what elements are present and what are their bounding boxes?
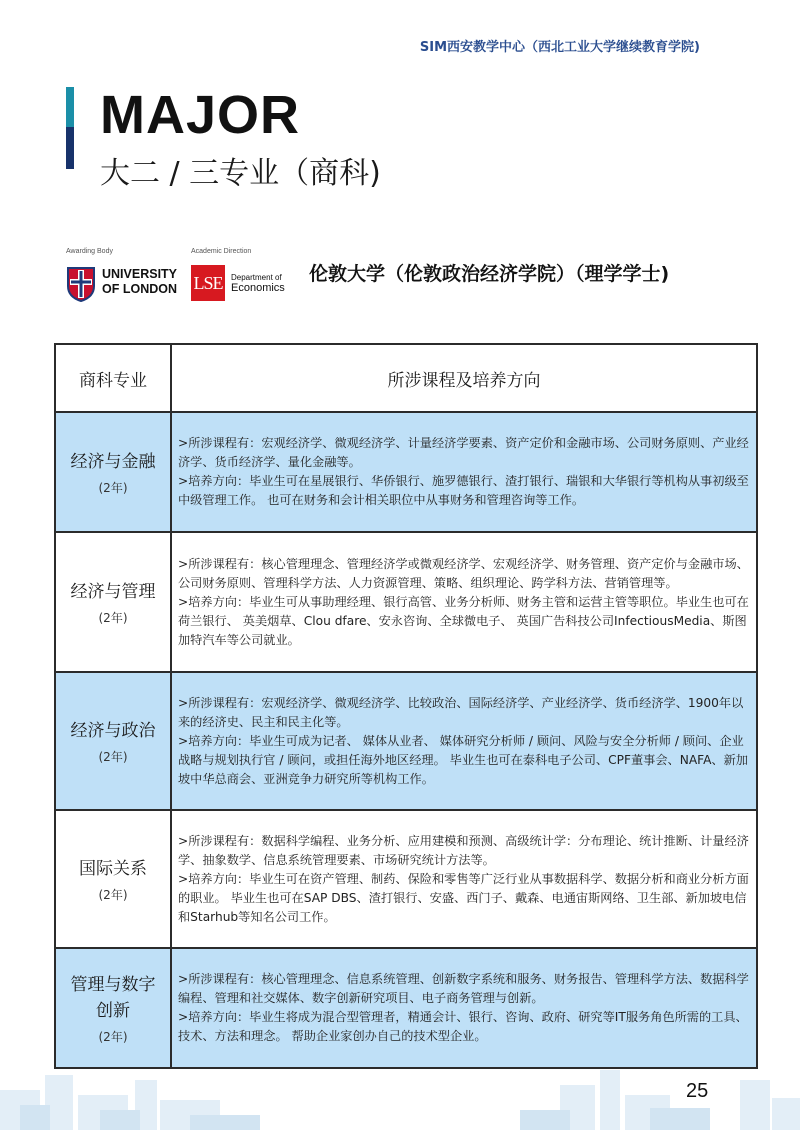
column-header-courses: 所涉课程及培养方向: [171, 344, 757, 412]
courses-text: >所涉课程有：核心管理理念、管理经济学或微观经济学、宏观经济学、财务管理、资产定价与金融市场、公司财务原则、管理科学方法、人力资源管理、策略、组织理论、跨学科方法、营销管理等。: [178, 556, 749, 590]
uol-logo: [66, 248, 186, 296]
city-skyline-decoration: [0, 1060, 800, 1130]
major-cell: [55, 672, 171, 810]
uol-name: UNIVERSITY OF LONDON: [102, 267, 178, 296]
major-description: [171, 948, 757, 1068]
lse-department: Department of Economics: [231, 273, 285, 294]
major-cell: [55, 948, 171, 1068]
table-row: [55, 810, 757, 948]
major-description: [171, 672, 757, 810]
accent-bar-top: [66, 87, 74, 127]
major-cell: [55, 412, 171, 532]
major-name: 国际关系: [79, 858, 147, 879]
accent-bar-bottom: [66, 127, 74, 169]
career-text: >培养方向：毕业生将成为混合型管理者，精通会计、银行、咨询、政府、研究等IT服务角色所需的工具、技术、方法和理念。 帮助企业家创办自己的技术型企业。: [178, 1010, 748, 1043]
courses-text: >所涉课程有：数据科学编程、业务分析、应用建模和预测、高级统计学：分布理论、统计推断、计量经济学、抽象数学、信息系统管理要素、市场研究统计方法等。: [178, 833, 749, 867]
uol-caption: Awarding Body: [66, 248, 113, 255]
table-row: [55, 532, 757, 672]
major-years: (2年): [98, 1029, 128, 1044]
table-row: [55, 948, 757, 1068]
courses-text: >所涉课程有：宏观经济学、微观经济学、计量经济学要素、资产定价和金融市场、公司财务原则、产业经济学、货币经济学、量化金融等。: [178, 436, 749, 469]
lse-mark: LSE: [191, 265, 225, 301]
lse-caption: Academic Direction: [191, 248, 252, 255]
page-number: 25: [686, 1080, 709, 1102]
major-description: [171, 412, 757, 532]
table-row: [55, 412, 757, 532]
major-years: (2年): [98, 480, 128, 495]
major-cell: [55, 532, 171, 672]
career-text: >培养方向：毕业生可从事助理经理、银行高管、业务分析师、财务主管和运营主管等职位。毕业生也可在荷兰银行、 英美烟草、Clou dfare、安永咨询、全球微电子、 英国广告科技公司InfectiousMedia、斯图加特汽车等公司就业。: [178, 594, 749, 647]
major-description: [171, 810, 757, 948]
page-subtitle: 大二 / 三专业（商科): [100, 156, 381, 191]
lse-logo: [191, 248, 301, 294]
courses-text: >所涉课程有：宏观经济学、微观经济学、比较政治、国际经济学、产业经济学、货币经济学、1900年以来的经济史、民主和民主化等。: [178, 695, 744, 729]
major-name: 经济与金融: [70, 451, 156, 472]
column-header-major: 商科专业: [55, 344, 171, 412]
major-name: 管理与数字创新: [70, 974, 156, 1021]
career-text: >培养方向：毕业生可在资产管理、制药、保险和零售等广泛行业从事数据科学、数据分析和商业分析方面的职业。 毕业生也可在SAP DBS、渣打银行、安盛、西门子、戴森、电通宙斯网络、卫生部、新加坡电信和Starhub等知名公司工作。: [178, 871, 749, 924]
career-text: >培养方向：毕业生可在星展银行、华侨银行、施罗德银行、渣打银行、瑞银和大华银行等机构从事初级至中级管理工作。 也可在财务和会计相关职位中从事财务和管理咨询等工作。: [178, 474, 749, 507]
header-org-name: SIM西安教学中心（西北工业大学继续教育学院): [419, 40, 700, 55]
major-name: 经济与政治: [70, 720, 156, 741]
table-row: [55, 672, 757, 810]
career-text: >培养方向：毕业生可成为记者、 媒体从业者、 媒体研究分析师 / 顾问、风险与安全分析师 / 顾问、企业战略与规划执行官 / 顾问，或担任海外地区经理。 毕业生也可在泰科电子公司、CPF董事会、NAFA、新加坡中华总商会、亚洲竞争力研究所等机构工作。: [178, 733, 748, 786]
major-name: 经济与管理: [70, 581, 156, 602]
major-description: [171, 532, 757, 672]
major-years: (2年): [98, 610, 128, 625]
uol-crest-icon: [66, 266, 96, 302]
page-title: MAJOR: [100, 85, 301, 145]
courses-text: >所涉课程有：核心管理理念、信息系统管理、创新数字系统和服务、财务报告、管理科学方法、数据科学编程、管理和社交媒体、数字创新研究项目、电子商务管理与创新。: [178, 972, 749, 1005]
major-cell: [55, 810, 171, 948]
major-years: (2年): [98, 887, 128, 902]
major-years: (2年): [98, 749, 128, 764]
majors-table: [54, 343, 758, 1069]
degree-title: 伦敦大学（伦敦政治经济学院）（理学学士): [309, 263, 670, 285]
